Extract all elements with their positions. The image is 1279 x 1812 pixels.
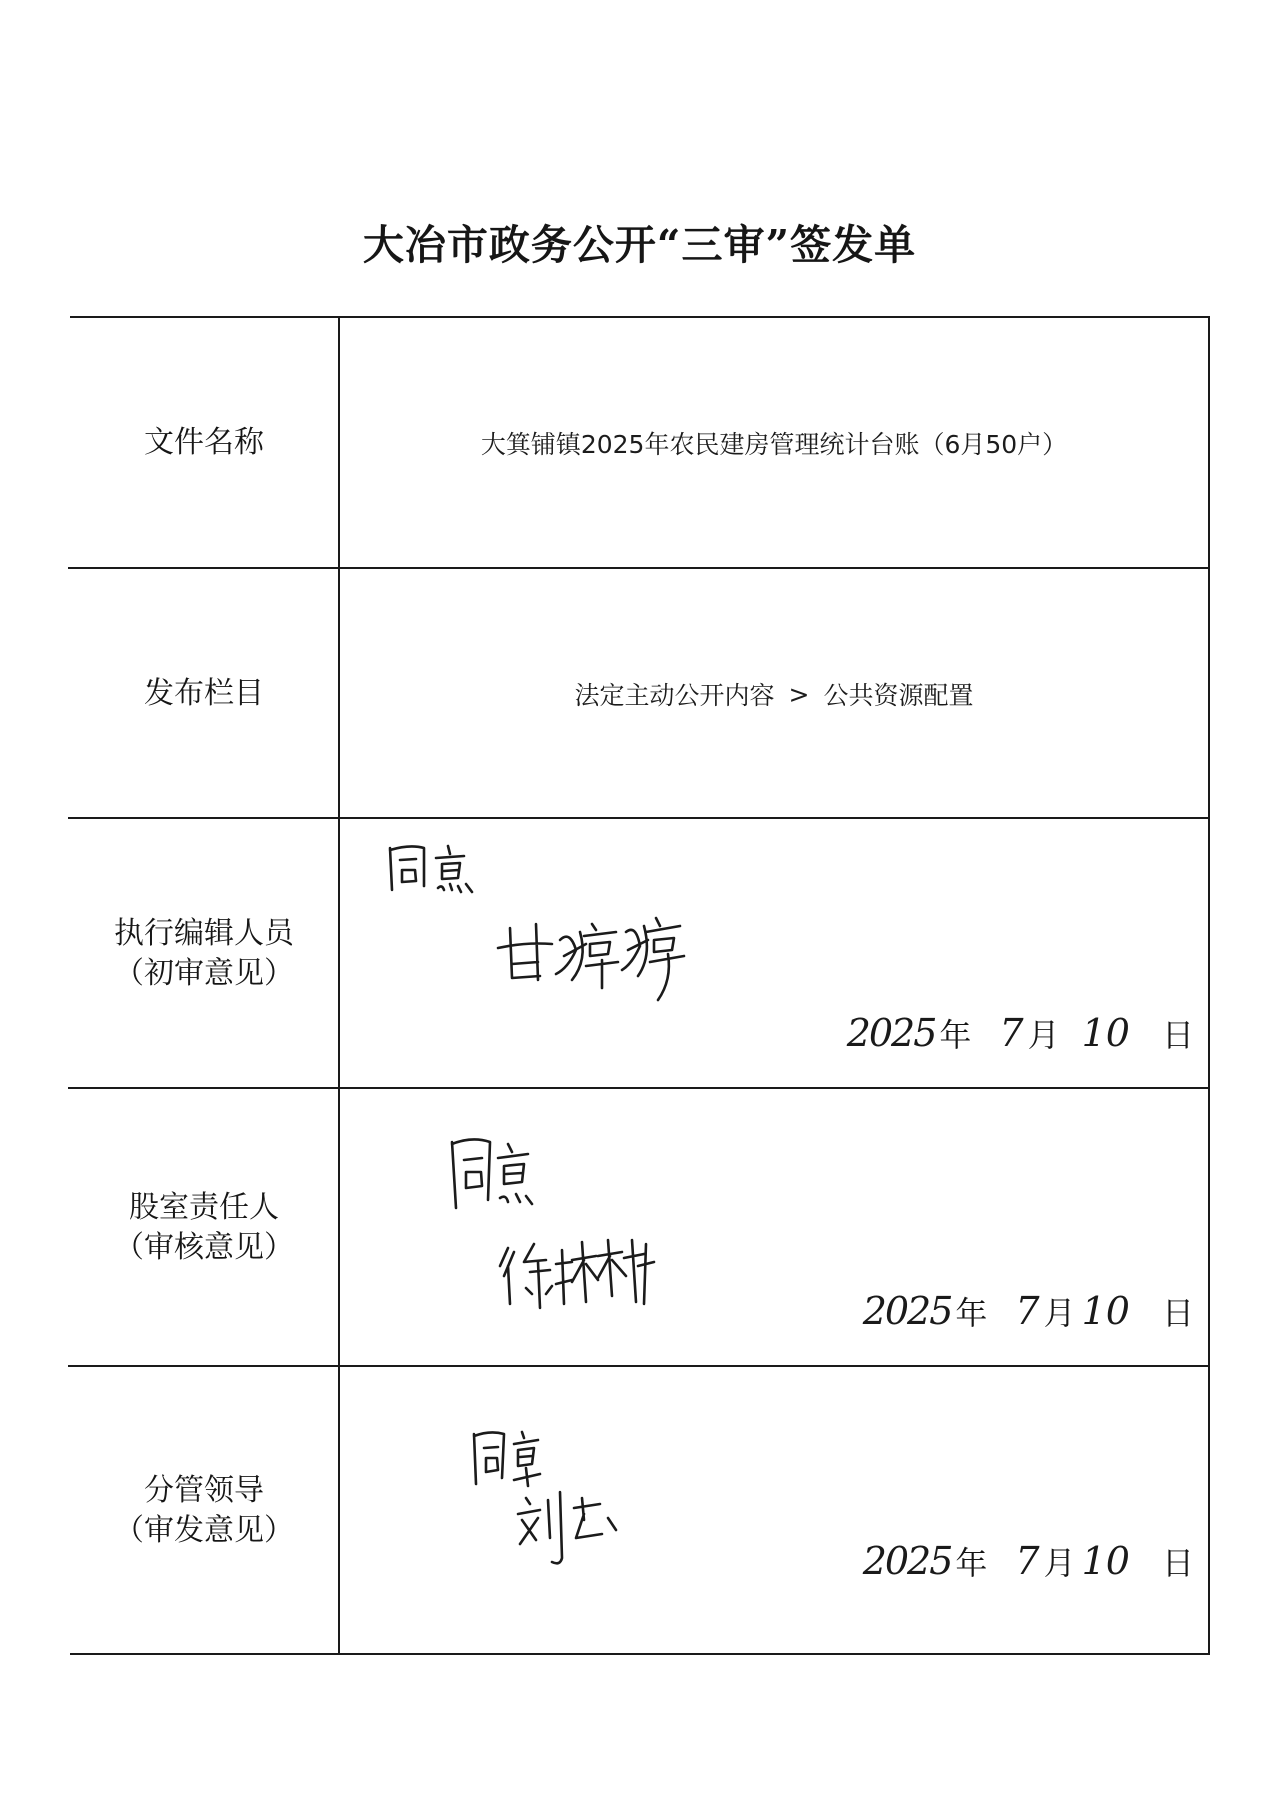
second-review-sublabel: （审核意见） — [114, 1230, 294, 1265]
second-review-opinion-handwriting — [452, 1139, 532, 1208]
final-review-signature-handwriting — [518, 1492, 616, 1563]
final-review-date — [863, 1538, 1200, 1584]
breadcrumb-separator: > — [788, 679, 810, 709]
final-review-opinion-handwriting — [474, 1432, 540, 1486]
final-review-date-day: 10 — [1081, 1539, 1130, 1583]
final-review-handwriting — [340, 1368, 1208, 1654]
first-review-label: 执行编辑人员 — [114, 916, 294, 951]
month-unit: 月 — [1043, 1544, 1076, 1582]
year-unit: 年 — [955, 1544, 988, 1582]
final-review-date-year: 2025 — [862, 1539, 952, 1583]
row-divider — [68, 567, 1210, 569]
first-review-label-cell — [70, 820, 338, 1088]
day-unit: 日 — [1161, 1544, 1194, 1582]
first-review-date-year: 2025 — [846, 1011, 936, 1055]
final-review-date-month: 7 — [1015, 1539, 1040, 1583]
second-review-label-cell — [70, 1090, 338, 1366]
row-divider — [68, 1087, 1210, 1089]
day-unit: 日 — [1161, 1016, 1194, 1054]
file-name-label-cell — [70, 318, 338, 568]
approval-form-table — [70, 316, 1210, 1655]
second-review-date-day: 10 — [1081, 1289, 1130, 1333]
file-name-label: 文件名称 — [144, 425, 264, 460]
first-review-date-day: 10 — [1081, 1011, 1130, 1055]
column-path-cell — [340, 570, 1208, 818]
second-review-date-month: 7 — [1015, 1289, 1040, 1333]
second-review-date — [863, 1288, 1200, 1334]
final-review-sublabel: （审发意见） — [114, 1513, 294, 1548]
first-review-date — [847, 1010, 1200, 1056]
column-label: 发布栏目 — [144, 676, 264, 711]
document-title: 大冶市政务公开“三审”签发单 — [362, 221, 917, 269]
file-name-value: 大箕铺镇2025年农民建房管理统计台账（6月50户） — [480, 430, 1068, 459]
year-unit: 年 — [939, 1016, 972, 1054]
first-review-sublabel: （初审意见） — [114, 956, 294, 991]
row-divider — [68, 1365, 1210, 1367]
second-review-signature-area — [340, 1090, 1208, 1366]
final-review-signature-area — [340, 1368, 1208, 1654]
day-unit: 日 — [1161, 1294, 1194, 1332]
first-review-opinion-handwriting — [390, 846, 472, 892]
second-review-signature-handwriting — [500, 1240, 654, 1308]
month-unit: 月 — [1027, 1016, 1060, 1054]
column-label-cell — [70, 570, 338, 818]
year-unit: 年 — [955, 1294, 988, 1332]
final-review-label: 分管领导 — [144, 1473, 264, 1508]
second-review-label: 股室责任人 — [129, 1190, 279, 1225]
column-path-level-2: 公共资源配置 — [823, 681, 974, 710]
final-review-label-cell — [70, 1368, 338, 1654]
first-review-date-month: 7 — [999, 1011, 1024, 1055]
column-path-level-1: 法定主动公开内容 — [574, 681, 775, 710]
row-divider — [68, 817, 1210, 819]
first-review-signature-handwriting — [498, 918, 684, 1000]
second-review-date-year: 2025 — [862, 1289, 952, 1333]
first-review-signature-area — [340, 820, 1208, 1088]
month-unit: 月 — [1043, 1294, 1076, 1332]
file-name-value-cell — [340, 318, 1208, 568]
